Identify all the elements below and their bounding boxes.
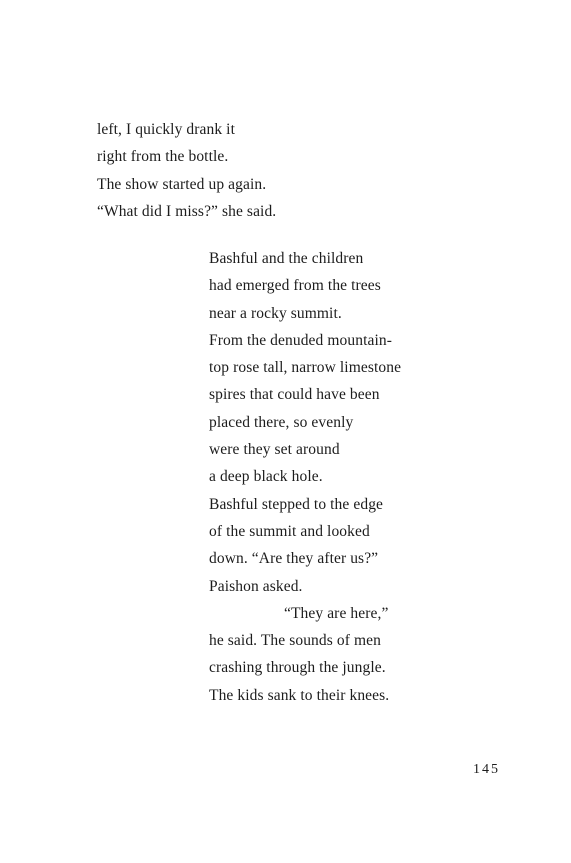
- poem-line: he said. The sounds of men: [209, 632, 381, 650]
- poem-line: The kids sank to their knees.: [209, 686, 390, 704]
- poem-line: spires that could have been: [209, 386, 380, 404]
- poem-line: had emerged from the trees: [209, 277, 381, 295]
- poem-line: From the denuded mountain-: [209, 331, 392, 349]
- poem-line: left, I quickly drank it: [97, 121, 235, 138]
- poem-line: right from the bottle.: [97, 148, 229, 166]
- stanza-two: [209, 245, 401, 709]
- poem-line: crashing through the jungle.: [209, 659, 386, 677]
- poem-line: down. “Are they after us?”: [209, 550, 379, 568]
- poem-line-indented: “They are here,”: [284, 604, 389, 622]
- poem-line: “What did I miss?” she said.: [97, 202, 277, 220]
- poem-line: a deep black hole.: [209, 468, 323, 486]
- page-number: 145: [473, 762, 500, 777]
- poem-line: Paishon asked.: [209, 577, 303, 595]
- poem-line: The show started up again.: [97, 175, 267, 193]
- poem-line: placed there, so evenly: [209, 413, 354, 431]
- poem-line: near a rocky summit.: [209, 304, 342, 322]
- poem-line: Bashful stepped to the edge: [209, 495, 384, 513]
- poem-line: of the summit and looked: [209, 522, 370, 540]
- poem-line: were they set around: [209, 441, 340, 459]
- poem-line: Bashful and the children: [209, 250, 364, 267]
- poem-line: top rose tall, narrow limestone: [209, 359, 402, 377]
- stanza-one: [97, 116, 276, 225]
